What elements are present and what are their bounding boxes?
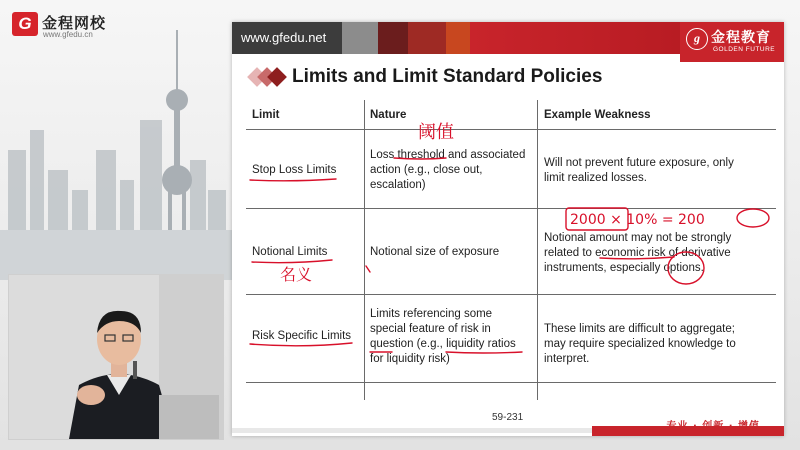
header-rule [246, 129, 776, 130]
header-stripe [378, 22, 408, 54]
logo-name: 金程网校 [42, 14, 107, 32]
row-weakness: Will not prevent future exposure, only limit realized losses. [544, 157, 734, 184]
ink-underline [250, 179, 336, 181]
column-divider [537, 100, 538, 400]
header-url: www.gfedu.net [232, 22, 342, 54]
row-nature: Loss threshold and associated action (e.g., close out, escalation) [370, 149, 526, 191]
title-decoration-icon [246, 66, 288, 90]
header-stripe [408, 22, 446, 54]
row-limit-notional: Notional Limits [252, 246, 328, 258]
header-stripe [470, 22, 680, 54]
column-header-weakness: Example Weakness [544, 109, 651, 121]
header-stripe [342, 22, 378, 54]
page-number: 59-231 [492, 412, 524, 423]
ink-circle [737, 209, 769, 227]
row-nature: Notional size of exposure [370, 246, 500, 258]
row-rule [246, 208, 776, 209]
row-rule [246, 294, 776, 295]
column-divider [364, 100, 365, 400]
header-stripe [446, 22, 470, 54]
slide-title: Limits and Limit Standard Policies [292, 66, 603, 87]
logo-url: www.gfedu.cn [43, 30, 93, 39]
presenter-webcam [8, 274, 224, 440]
lecture-slide [232, 22, 784, 436]
ink-note-threshold: 阈值 [418, 122, 454, 143]
row-rule [246, 382, 776, 383]
slide-header [232, 22, 784, 54]
ink-note-notional: 名义 [280, 265, 313, 284]
ink-tick [366, 266, 370, 272]
row-weakness: Notional amount may not be strongly related to economic risk of derivative instruments, especially options. [544, 232, 732, 274]
ink-box [566, 208, 628, 230]
column-header-limit: Limit [252, 109, 280, 121]
row-limit-stop-loss: Stop Loss Limits [252, 164, 337, 176]
ink-underline [252, 260, 332, 263]
logo-mark: G [12, 12, 38, 36]
footer-slogan: 专业 · 创新 · 增值 [666, 421, 760, 432]
row-nature: Limits referencing some special feature of risk in question (e.g., liquidity ratios for liquidity risk) [370, 308, 516, 365]
presenter-figure [9, 275, 223, 439]
skyline-illustration [0, 30, 232, 280]
column-header-nature: Nature [370, 109, 407, 121]
brand-cn: 金程教育 [711, 30, 771, 46]
golden-future-brand [680, 22, 784, 62]
brand-circle-logo: g [686, 28, 708, 50]
row-weakness: These limits are difficult to aggregate; may require specialized knowledge to interpret. [544, 323, 736, 365]
ink-note-math: 2000 × 10% = 200 [570, 212, 705, 228]
row-limit-risk-specific: Risk Specific Limits [252, 330, 352, 342]
brand-en: GOLDEN FUTURE [713, 46, 776, 53]
